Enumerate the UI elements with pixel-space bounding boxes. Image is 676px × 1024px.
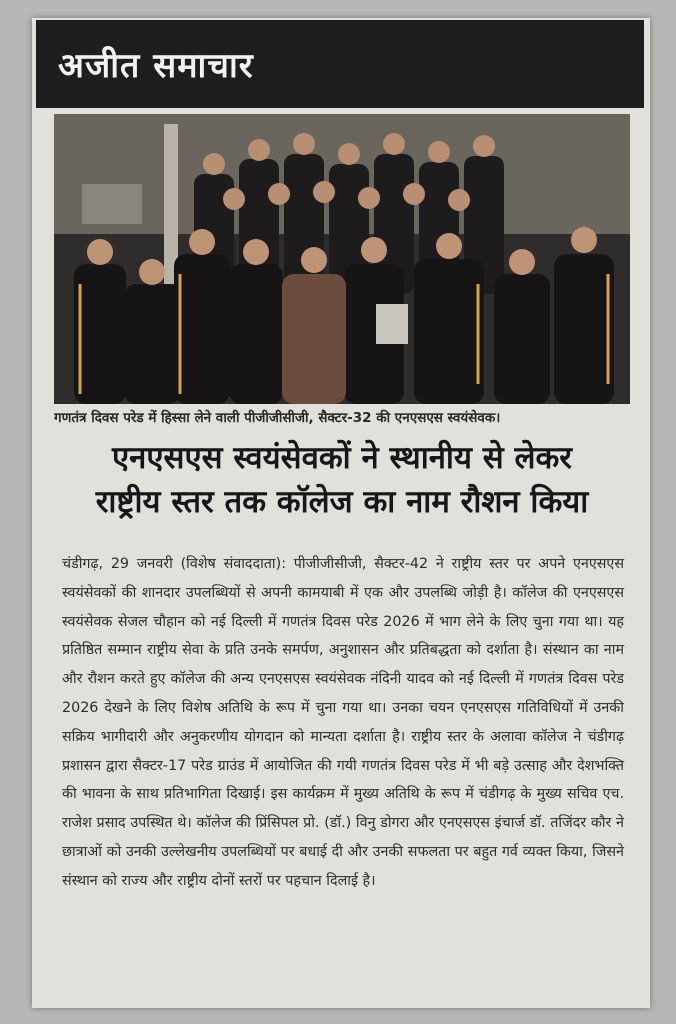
headline-line-2: राष्ट्रीय स्तर तक कॉलेज का नाम रौशन किया xyxy=(95,484,589,520)
masthead-title: अजीत समाचार xyxy=(58,46,254,86)
group-photo xyxy=(54,114,630,404)
article-headline xyxy=(54,436,630,524)
newspaper-clipping xyxy=(32,18,650,1008)
photo-caption: गणतंत्र दिवस परेड में हिस्सा लेने वाली पीजीजीसीजी, सैक्टर-32 की एनएसएस स्वयंसेवक। xyxy=(54,410,501,426)
group-photo-illustration xyxy=(54,114,630,404)
masthead xyxy=(36,20,644,108)
headline-line-1: एनएसएस स्वयंसेवकों ने स्थानीय से लेकर xyxy=(112,440,572,476)
article-body: चंडीगढ़, 29 जनवरी (विशेष संवाददाता): पीजीजीसीजी, सैक्टर-42 ने राष्ट्रीय स्तर पर अपने एनएसएस स्वयंसेवकों की शानदार उपलब्धियों से अपनी कामयाबी में एक और उपलब्धि जोड़ी है। कॉलेज की एनएसएस स्वयंसेवक सेजल चौहान को नई दिल्ली में गणतंत्र दिवस परेड 2026 में भाग लेने के लिए चुना गया था। यह प्रतिष्ठित सम्मान राष्ट्रीय सेवा के प्रति उनके समर्पण, अनुशासन और प्रतिबद्धता को दर्शाता है। संस्थान का नाम और रौशन करते हुए कॉलेज की अन्य एनएसएस स्वयंसेवक नंदिनी यादव को नई दिल्ली में गणतंत्र दिवस परेड 2026 देखने के लिए विशेष अतिथि के रूप में चुना गया था। उनका चयन एनएसएस गतिविधियों में उनकी सक्रिय भागीदारी और अनुकरणीय योगदान को मान्यता दर्शाता है। राष्ट्रीय स्तर के अलावा कॉलेज ने चंडीगढ़ प्रशासन द्वारा सैक्टर-17 परेड ग्राउंड में आयोजित की गयी गणतंत्र दिवस परेड में भी बड़े उत्साह और देशभक्ति की भावना के साथ प्रतिभागिता दिखाई। इस कार्यक्रम में मुख्य अतिथि के रूप में चंडीगढ़ के मुख्य सचिव एच. राजेश प्रसाद उपस्थित थे। कॉलेज की प्रिंसिपल प्रो. (डॉ.) विनु डोगरा और एनएसएस इंचार्ज डॉ. तजिंदर कौर ने छात्राओं को उनकी उल्लेखनीय उपलब्धियों पर बधाई दी और उनकी सफलता पर बहुत गर्व व्यक्त किया, जिसने संस्थान को राज्य और राष्ट्रीय दोनों स्तरों पर पहचान दिलाई है। xyxy=(62,556,624,889)
